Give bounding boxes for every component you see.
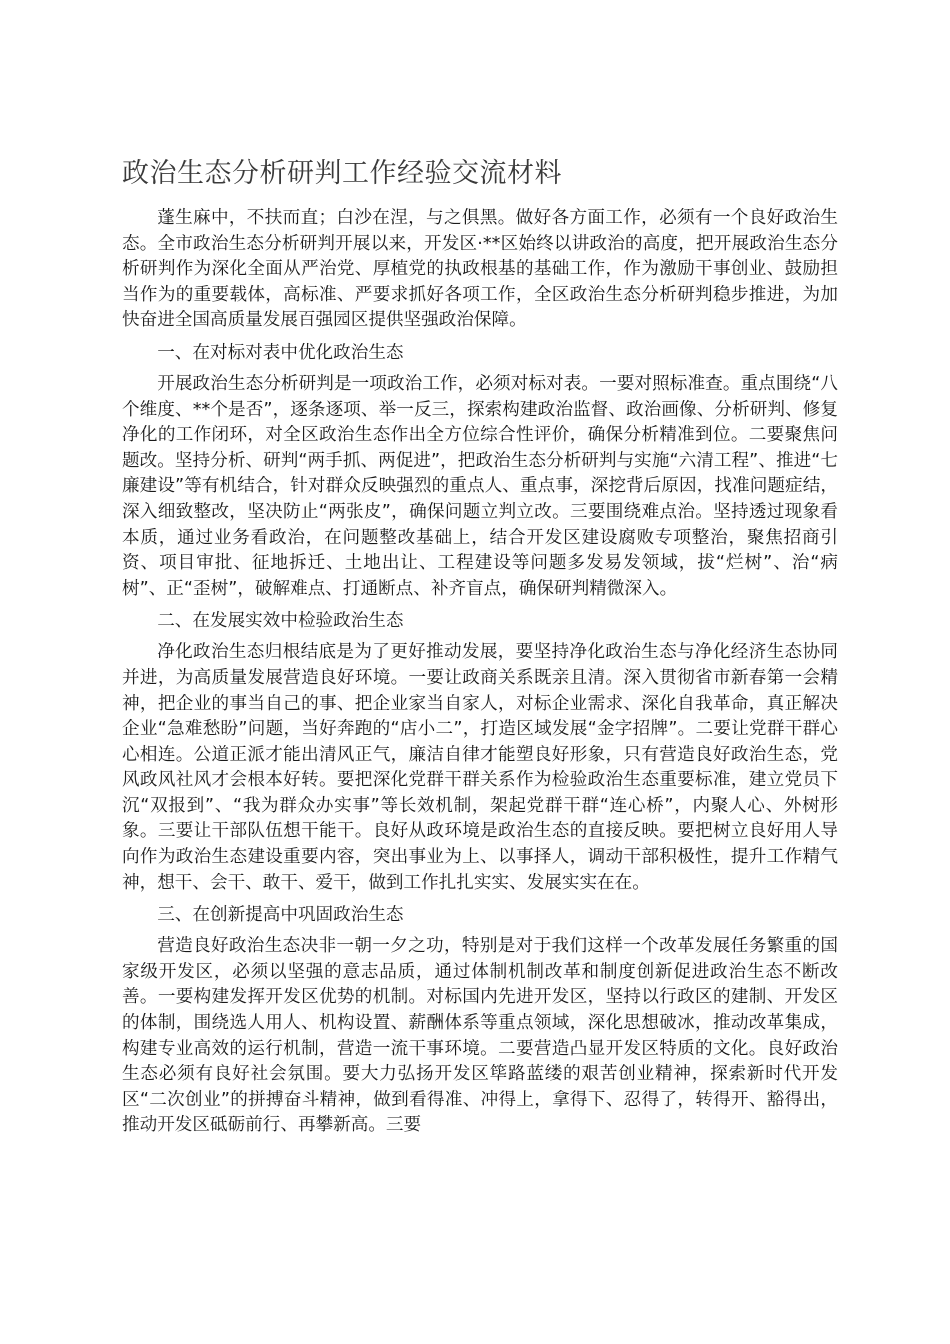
section-3-heading: 三、在创新提高中巩固政治生态 (157, 905, 404, 926)
section-2-body: 净化政治生态归根结底是为了更好推动发展，要坚持净化政治生态与净化经济生态协同并进，为高质量发展营造良好环境。一要让政商关系既亲且清。深入贯彻省市新春第一会精神，把企业的事当自己的事、把企业家当自家人，对标企业需求、深化自我革命，真正解决企业“急难愁盼”问题，当好奔跑的“店小二”，打造区域发展“金字招牌”。二要让党群干群心心相连。公道正派才能出清风正气，廉洁自律才能塑良好形象，只有营造良好政治生态，党风政风社风才会根本好转。要把深化党群干群关系作为检验政治生态重要标准，建立党员下沉“双报到”、“我为群众办实事”等长效机制，架起党群干群“连心桥”，内聚人心、外树形象。三要让干部队伍想干能干。良好从政环境是政治生态的直接反映。要把树立良好用人导向作为政治生态建设重要内容，突出事业为上、以事择人，调动干部积极性，提升工作精气神，想干、会干、敢干、爱干，做到工作扎扎实实、发展实实在在。 (122, 642, 838, 893)
section-1-heading: 一、在对标对表中优化政治生态 (157, 342, 404, 363)
intro-paragraph: 蓬生麻中，不扶而直；白沙在涅，与之俱黑。做好各方面工作，必须有一个良好政治生态。全市政治生态分析研判开展以来，开发区·**区始终以讲政治的高度，把开展政治生态分析研判作为深化全面从严治党、厚植党的执政根基的基础工作，作为激励干事创业、鼓励担当作为的重要载体，高标准、严要求抓好各项工作，全区政治生态分析研判稳步推进，为加快奋进全国高质量发展百强园区提供坚强政治保障。 (122, 208, 838, 331)
section-3-body: 营造良好政治生态决非一朝一夕之功，特别是对于我们这样一个改革发展任务繁重的国家级开发区，必须以坚强的意志品质，通过体制机制改革和制度创新促进政治生态不断改善。一要构建发挥开发区优势的机制。对标国内先进开发区，坚持以行政区的建制、开发区的体制，围绕选人用人、机构设置、薪酬体系等重点领域，深化思想破冰，推动改革集成，构建专业高效的运行机制，营造一流干事环境。二要营造凸显开发区特质的文化。良好政治生态必须有良好社会氛围。要大力弘扬开发区筚路蓝缕的艰苦创业精神，探索新时代开发区“二次创业”的拼搏奋斗精神，做到看得准、冲得上，拿得下、忍得了，转得开、豁得出，推动开发区砥砺前行、再攀新高。三要 (122, 936, 838, 1136)
document-title: 政治生态分析研判工作经验交流材料 (122, 158, 562, 189)
section-2-heading: 二、在发展实效中检验政治生态 (157, 611, 404, 632)
document-body (122, 206, 838, 1139)
section-1-body: 开展政治生态分析研判是一项政治工作，必须对标对表。一要对照标准查。重点围绕“八个维度、**个是否”，逐条逐项、举一反三，探索构建政治监督、政治画像、分析研判、修复净化的工作闭环，对全区政治生态作出全方位综合性评价，确保分析精准到位。二要聚焦问题改。坚持分析、研判“两手抓、两促进”，把政治生态分析研判与实施“六清工程”、推进“七廉建设”等有机结合，针对群众反映强烈的重点人、重点事，深挖背后原因，找准问题症结，深入细致整改，坚决防止“两张皮”，确保问题立判立改。三要围绕难点治。坚持透过现象看本质，通过业务看政治，在问题整改基础上，结合开发区建设腐败专项整治，聚焦招商引资、项目审批、征地拆迁、土地出让、工程建设等问题多发易发领域，拔“烂树”、治“病树”、正“歪树”，破解难点、打通断点、补齐盲点，确保研判精微深入。 (122, 373, 838, 599)
